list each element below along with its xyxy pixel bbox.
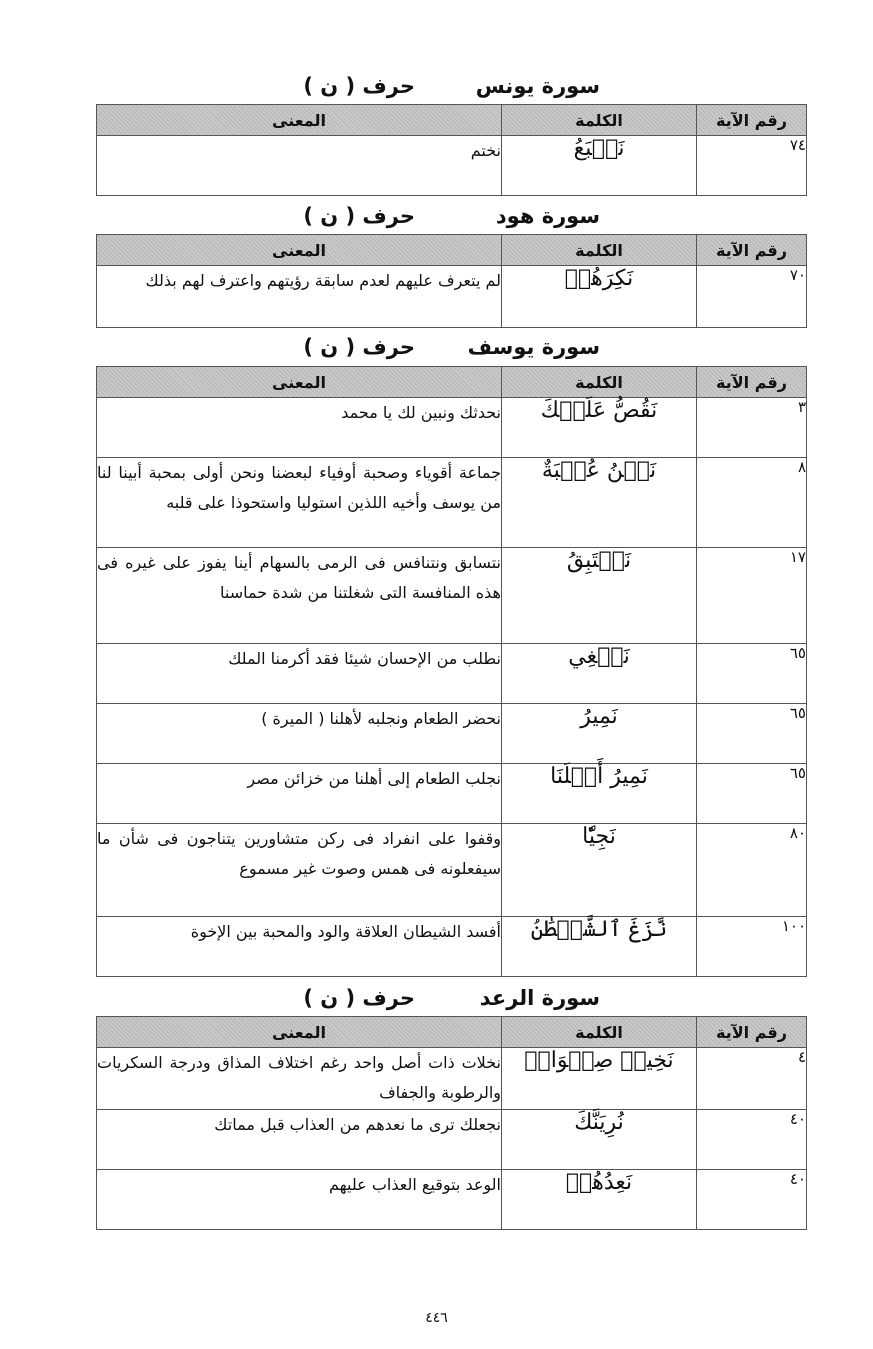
word-meaning: وقفوا على انفراد فى ركن متشاورين يتناجون فى شأن ما سيفعلونه فى همس وصوت غير مسموع xyxy=(97,824,502,917)
quran-word: نَجِيّٗا xyxy=(502,824,697,917)
ayah-number: ٤ xyxy=(697,1048,807,1110)
quran-word: نَبۡغِي xyxy=(502,644,697,704)
word-meaning: لم يتعرف عليهم لعدم سابقة رؤيتهم واعترف لهم بذلك xyxy=(97,266,502,328)
word-meaning: جماعة أقوياء وصحبة أوفياء لبعضنا ونحن أولى بمحبة أبينا لنا من يوسف وأخيه اللذين استوليا واستحوذا على قلبه xyxy=(97,458,502,548)
harf-label: حرف ( ن ) xyxy=(303,74,415,98)
table-header-row xyxy=(97,367,807,398)
quran-word: نَخِيلٞ صِنۡوَانٞ xyxy=(502,1048,697,1110)
header-meaning: المعنى xyxy=(97,105,502,136)
header-word: الكلمة xyxy=(502,367,697,398)
table-row xyxy=(97,266,807,328)
table-header-row xyxy=(97,105,807,136)
header-ayah: رقم الآية xyxy=(697,235,807,266)
table-row xyxy=(97,917,807,977)
header-word: الكلمة xyxy=(502,105,697,136)
ayah-number: ٤٠ xyxy=(697,1110,807,1170)
word-meaning: نجلب الطعام إلى أهلنا من خزائن مصر xyxy=(97,764,502,824)
word-meaning: نختم xyxy=(97,136,502,196)
word-meaning: الوعد بتوقيع العذاب عليهم xyxy=(97,1170,502,1230)
surah-name: سورة هود xyxy=(495,204,600,228)
ayah-number: ٨٠ xyxy=(697,824,807,917)
vocab-table-yunus xyxy=(96,104,807,196)
ayah-number: ٤٠ xyxy=(697,1170,807,1230)
table-header-row xyxy=(97,235,807,266)
ayah-number: ٦٥ xyxy=(697,704,807,764)
quran-word: نَقُصُّ عَلَيۡكَ xyxy=(502,398,697,458)
section-title-raad xyxy=(300,982,600,1014)
page-number: ٤٤٦ xyxy=(425,1310,448,1326)
quran-word: نَحۡنُ عُصۡبَةٌ xyxy=(502,458,697,548)
table-row xyxy=(97,398,807,458)
table-header-row xyxy=(97,1017,807,1048)
table-row xyxy=(97,1048,807,1110)
word-meaning: نجعلك ترى ما نعدهم من العذاب قبل مماتك xyxy=(97,1110,502,1170)
harf-label: حرف ( ن ) xyxy=(303,204,415,228)
word-meaning: نحدثك ونبين لك يا محمد xyxy=(97,398,502,458)
surah-name: سورة الرعد xyxy=(479,986,600,1010)
table-row xyxy=(97,548,807,644)
ayah-number: ٧٠ xyxy=(697,266,807,328)
ayah-number: ٦٥ xyxy=(697,644,807,704)
table-row xyxy=(97,1110,807,1170)
ayah-number: ٦٥ xyxy=(697,764,807,824)
table-row xyxy=(97,1170,807,1230)
quran-word: نَسۡتَبِقُ xyxy=(502,548,697,644)
ayah-number: ٧٤ xyxy=(697,136,807,196)
header-word: الكلمة xyxy=(502,1017,697,1048)
word-meaning: نطلب من الإحسان شيئا فقد أكرمنا الملك xyxy=(97,644,502,704)
ayah-number: ١٧ xyxy=(697,548,807,644)
word-meaning: نخلات ذات أصل واحد رغم اختلاف المذاق ودرجة السكريات والرطوبة والجفاف xyxy=(97,1048,502,1110)
header-word: الكلمة xyxy=(502,235,697,266)
quran-word: نُرِيَنَّكَ xyxy=(502,1110,697,1170)
harf-label: حرف ( ن ) xyxy=(303,986,415,1010)
word-meaning: نحضر الطعام ونجلبه لأهلنا ( الميرة ) xyxy=(97,704,502,764)
table-row xyxy=(97,704,807,764)
header-ayah: رقم الآية xyxy=(697,367,807,398)
vocab-table-raad xyxy=(96,1016,807,1230)
table-row xyxy=(97,136,807,196)
header-ayah: رقم الآية xyxy=(697,105,807,136)
table-row xyxy=(97,644,807,704)
word-meaning: نتسابق ونتنافس فى الرمى بالسهام أينا يفوز على غيره فى هذه المنافسة التى شغلتنا من شدة حماسنا xyxy=(97,548,502,644)
quran-word: نَّزَغَ ٱلشَّيۡطَٰنُ xyxy=(502,917,697,977)
quran-word: نَطۡبَعُ xyxy=(502,136,697,196)
surah-name: سورة يونس xyxy=(475,74,600,98)
ayah-number: ٣ xyxy=(697,398,807,458)
word-meaning: أفسد الشيطان العلاقة والود والمحبة بين الإخوة xyxy=(97,917,502,977)
quran-word: نَكِرَهُمۡ xyxy=(502,266,697,328)
vocab-table-hud xyxy=(96,234,807,328)
header-meaning: المعنى xyxy=(97,235,502,266)
ayah-number: ١٠٠ xyxy=(697,917,807,977)
quran-word: نَعِدُهُمۡ xyxy=(502,1170,697,1230)
surah-name: سورة يوسف xyxy=(467,335,600,359)
harf-label: حرف ( ن ) xyxy=(303,335,415,359)
header-meaning: المعنى xyxy=(97,1017,502,1048)
table-row xyxy=(97,458,807,548)
header-meaning: المعنى xyxy=(97,367,502,398)
ayah-number: ٨ xyxy=(697,458,807,548)
header-ayah: رقم الآية xyxy=(697,1017,807,1048)
section-title-hud xyxy=(300,200,600,232)
quran-word: نَمِيرُ xyxy=(502,704,697,764)
quran-word: نَمِيرُ أَهۡلَنَا xyxy=(502,764,697,824)
section-title-yunus xyxy=(300,70,600,102)
table-row xyxy=(97,764,807,824)
vocab-table-yusuf xyxy=(96,366,807,977)
section-title-yusuf xyxy=(300,331,600,363)
table-row xyxy=(97,824,807,917)
